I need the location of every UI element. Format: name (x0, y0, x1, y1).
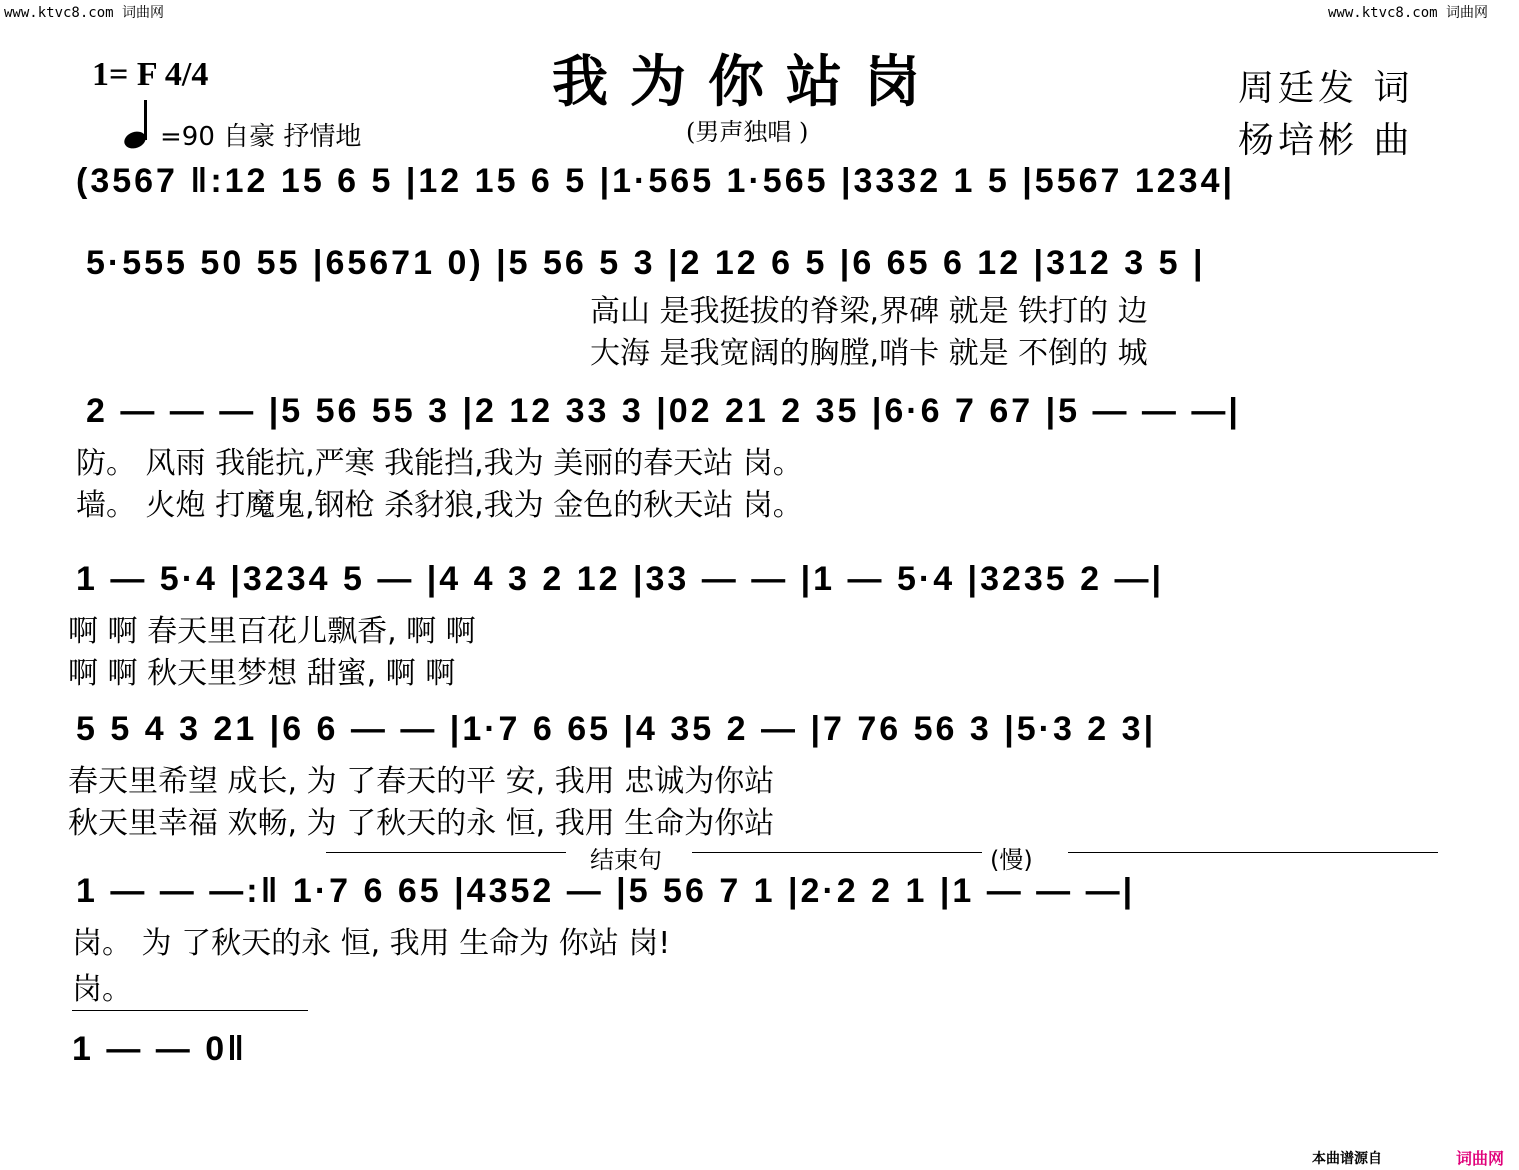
score-line-2: 5·555 50 55 |65671 0) |5 56 5 3 |2 12 6 5 |6 65 6 12 |312 3 5 | (86, 244, 1206, 282)
score-line-7: 1 — — 0‖ (72, 1030, 248, 1068)
watermark-left: www.ktvc8.com 词曲网 (4, 5, 165, 21)
lyric-line-2-verse-1: 高山 是我挺拔的脊梁,界碑 就是 铁打的 边 (590, 294, 1148, 329)
song-title: 我为你站岗 (552, 49, 942, 115)
coda-bracket-right (1068, 852, 1438, 853)
score-line-5: 5 5 4 3 21 |6 6 — — |1·7 6 65 |4 35 2 — |7 76 56 3 |5·3 2 3| (76, 710, 1157, 748)
lyric-line-4-verse-2: 啊 啊 秋天里梦想 甜蜜, 啊 啊 (68, 656, 456, 691)
score-line-4: 1 — 5·4 |3234 5 — |4 4 3 2 12 |33 — — |1 — 5·4 |3235 2 —| (76, 560, 1165, 598)
score-line-6: 1 — — —:‖ 1·7 6 65 |4352 — |5 56 7 1 |2·2 2 1 |1 — — —| (76, 872, 1136, 910)
lyric-line-5-verse-2: 秋天里幸福 欢畅, 为 了秋天的永 恒, 我用 生命为你站 (68, 806, 775, 841)
final-tie (72, 1010, 308, 1011)
score-line-3: 2 — — — |5 56 55 3 |2 12 33 3 |02 21 2 35 |6·6 7 67 |5 — — —| (86, 392, 1241, 430)
footer-site-logo: 词曲网 (1456, 1149, 1505, 1168)
tempo-text: =90 自豪 抒情地 (160, 122, 362, 152)
lyric-line-6-verse-1: 岗。 为 了秋天的永 恒, 我用 生命为 你站 岗! (72, 926, 671, 961)
composer-credit: 杨培彬 曲 (1238, 120, 1414, 161)
key-signature: 1= F 4/4 (92, 56, 209, 93)
footer-source: 本曲谱源自 (1312, 1151, 1382, 1167)
coda-bracket-left (326, 852, 566, 853)
lyric-line-4-verse-1: 啊 啊 春天里百花儿飘香, 啊 啊 (68, 614, 476, 649)
lyric-line-3-verse-2: 墙。 火炮 打魔鬼,钢枪 杀豺狼,我为 金色的秋天站 岗。 (76, 488, 803, 523)
watermark-right: www.ktvc8.com 词曲网 (1328, 5, 1489, 21)
lyric-line-5-verse-1: 春天里希望 成长, 为 了春天的平 安, 我用 忠诚为你站 (68, 764, 775, 799)
lyric-line-3-verse-1: 防。 风雨 我能抗,严寒 我能挡,我为 美丽的春天站 岗。 (76, 446, 803, 481)
lyricist-credit: 周廷发 词 (1238, 68, 1414, 109)
slow-marking: (慢) (990, 846, 1033, 874)
coda-label: 结束句 (590, 846, 662, 874)
score-line-1: (3567 ‖:12 15 6 5 |12 15 6 5 |1·565 1·565 |3332 1 5 |5567 1234| (76, 162, 1236, 200)
lyric-line-2-verse-2: 大海 是我宽阔的胸膛,哨卡 就是 不倒的 城 (590, 336, 1148, 371)
coda-bracket-mid (692, 852, 982, 853)
lyric-line-6-verse-2: 岗。 (72, 972, 132, 1007)
song-subtitle: (男声独唱 ) (686, 118, 809, 146)
